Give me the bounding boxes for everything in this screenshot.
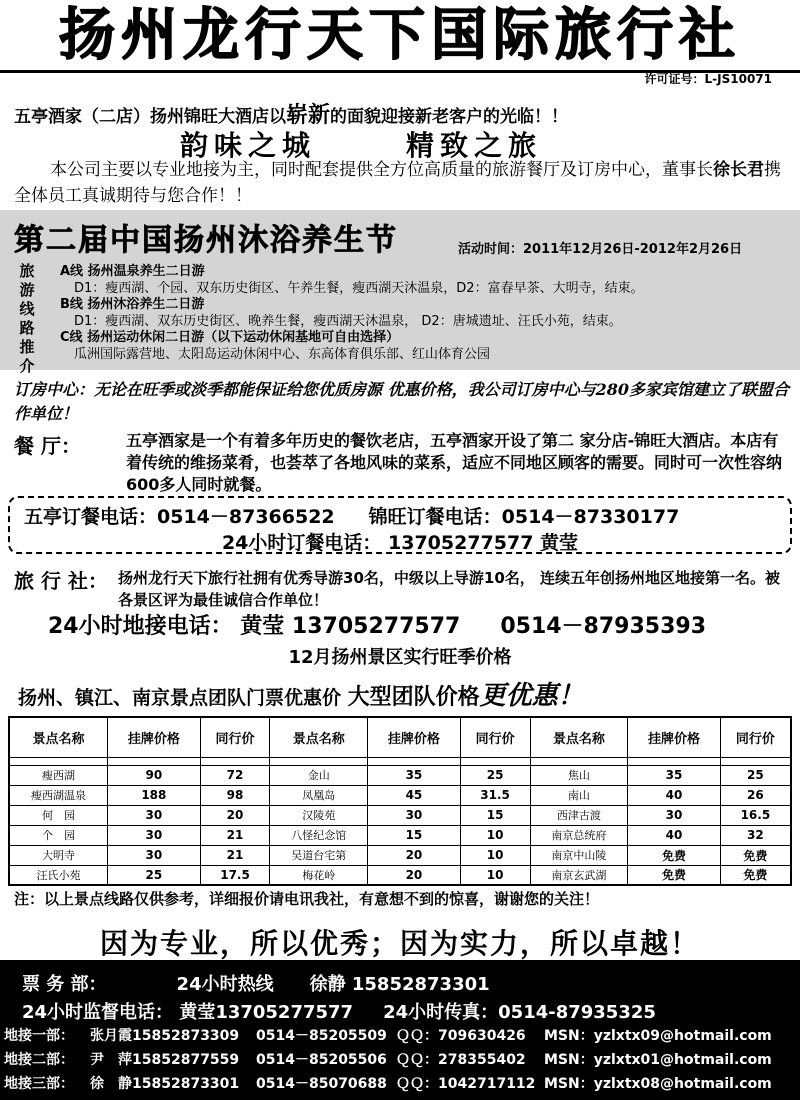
- intro-text-a: 本公司主要以专业地接为主，同时配套提供全方位高质量的旅游餐厅及订房中心，董事长: [50, 160, 713, 180]
- table-cell: 南山: [530, 785, 628, 805]
- note-text: 注：以上景点线路仅供参考，详细报价请电讯我社，有意想不到的惊喜，谢谢您的关注！: [14, 890, 600, 908]
- branch-qq: ＱＱ：1042717112: [396, 1076, 536, 1092]
- table-header: 挂牌价格: [368, 717, 461, 757]
- table-header: 景点名称: [9, 717, 108, 757]
- supervise-line: [22, 998, 656, 1024]
- table-cell: 金山: [270, 765, 368, 785]
- table-cell: 25: [720, 765, 791, 785]
- table-cell: 32: [720, 825, 791, 845]
- table-cell: 17.5: [200, 865, 270, 885]
- festival-time: 活动时间：2011年12月26日-2012年2月26日: [458, 242, 743, 257]
- table-cell: 何 园: [9, 805, 108, 825]
- table-cell: 吴道台宅第: [270, 845, 368, 865]
- table-cell: 31.5: [460, 785, 530, 805]
- travel-text: 扬州龙行天下旅行社拥有优秀导游30名，中级以上导游10名， 连续五年创扬州地区地接第一名。被各景区评为最佳诚信合作单位！: [118, 569, 780, 609]
- table-cell: 16.5: [720, 805, 791, 825]
- table-cell: 20: [368, 845, 461, 865]
- branch-name: 地接一部：: [4, 1028, 74, 1044]
- table-row: [9, 765, 791, 785]
- table-cell: 21: [200, 825, 270, 845]
- table-cell: 凤凰岛: [270, 785, 368, 805]
- branch-qq: ＱＱ：709630426: [396, 1028, 526, 1044]
- table-cell: 21: [200, 845, 270, 865]
- table-header: 同行价: [200, 717, 270, 757]
- table-spacer: [9, 757, 791, 765]
- branch-row: [4, 1072, 798, 1096]
- table-row: [9, 845, 791, 865]
- promo-line: [18, 675, 584, 712]
- welcome-slogan-c: 的面貌迎接新老客户的光临！！: [330, 107, 569, 127]
- route-b-head: B线 扬州沐浴养生二日游: [60, 297, 205, 312]
- table-cell: 30: [108, 805, 201, 825]
- hotline-a: 24小时地接电话： 黄莹 13705277577: [48, 614, 461, 639]
- route-c-detail: 瓜洲国际露营地、太阳岛运动休闲中心、东高体育俱乐部、红山体育公园: [74, 346, 491, 362]
- table-row: [9, 825, 791, 845]
- table-cell: 汉陵苑: [270, 805, 368, 825]
- table-cell: 免费: [628, 865, 721, 885]
- table-cell: 西津古渡: [530, 805, 628, 825]
- table-cell: 35: [628, 765, 721, 785]
- branch-name: 地接三部：: [4, 1076, 74, 1092]
- table-cell: 15: [368, 825, 461, 845]
- branch-person: 尹 萍15852877559: [90, 1052, 240, 1068]
- restaurant-text: 五亭酒家是一个有着多年历史的餐饮老店，五亭酒家开设了第二 家分店-锦旺大酒店。本店有着传统的维扬菜肴，也荟萃了各地风味的菜系，适应不同地区顾客的需要。同时可一次性容纳600多人同时就餐。: [126, 431, 783, 494]
- table-cell: 30: [108, 825, 201, 845]
- branch-qq: ＱＱ：278355402: [396, 1052, 526, 1068]
- table-cell: 90: [108, 765, 201, 785]
- table-cell: 25: [460, 765, 530, 785]
- table-cell: 10: [460, 845, 530, 865]
- table-cell: 南京总统府: [530, 825, 628, 845]
- branch-person: 张月霞15852873309: [90, 1028, 240, 1044]
- branch-row: [4, 1024, 798, 1048]
- hotline-b: 0514－87935393: [500, 614, 707, 639]
- table-cell: 15: [460, 805, 530, 825]
- table-header: 同行价: [720, 717, 791, 757]
- table-header-row: [9, 717, 791, 757]
- table-cell: 188: [108, 785, 201, 805]
- table-cell: 10: [460, 825, 530, 845]
- route-vertical-label: 旅游线路推介: [19, 262, 35, 375]
- price-table-body: [9, 757, 791, 885]
- branch-tel: 0514－85070688: [256, 1076, 387, 1092]
- festival-title: 第二届中国扬州沐浴养生节: [14, 223, 398, 258]
- table-cell: 瘦西湖温泉: [9, 785, 108, 805]
- branch-tel: 0514－85205509: [256, 1028, 387, 1044]
- route-b-detail: D1：瘦西湖、双东历史街区、晚养生餐，瘦西湖天沐温泉， D2：唐城遗址、汪氏小苑，结束。: [74, 313, 622, 329]
- travel-label: 旅 行 社：: [14, 569, 108, 593]
- table-cell: 八怪纪念馆: [270, 825, 368, 845]
- route-a-head: A线 扬州温泉养生二日游: [60, 264, 205, 279]
- slogan-left: 韵味之城: [180, 129, 317, 162]
- table-cell: 大明寺: [9, 845, 108, 865]
- promo-b: 大型团队价格: [347, 685, 480, 710]
- table-cell: 40: [628, 825, 721, 845]
- table-cell: 40: [628, 785, 721, 805]
- chairman-name: 徐长君: [713, 160, 764, 180]
- jinwang-phone: 锦旺订餐电话：0514－87330177: [368, 506, 680, 528]
- motto: 因为专业，所以优秀；因为实力，所以卓越！: [99, 927, 700, 960]
- promo-a: 扬州、镇江、南京景点团队门票优惠价: [18, 687, 342, 709]
- table-row: [9, 785, 791, 805]
- table-cell: 瘦西湖: [9, 765, 108, 785]
- intro-text-b: 携全体员工真诚期待与您合作！！: [14, 160, 781, 206]
- restaurant-label: 餐 厅：: [14, 434, 81, 458]
- branch-msn: MSN：yzlxtx08@hotmail.com: [544, 1076, 772, 1092]
- route-list: [60, 264, 795, 363]
- table-row: [9, 805, 791, 825]
- table-cell: 45: [368, 785, 461, 805]
- page-title: 扬州龙行天下国际旅行社: [59, 2, 741, 68]
- table-cell: 26: [720, 785, 791, 805]
- table-header: 挂牌价格: [628, 717, 721, 757]
- welcome-slogan-a: 五亭酒家（二店）扬州锦旺大酒店以: [14, 107, 286, 127]
- branch-msn: MSN：yzlxtx09@hotmail.com: [544, 1028, 772, 1044]
- table-cell: 10: [460, 865, 530, 885]
- supervise-phone: 24小时监督电话： 黄莹13705277577: [22, 1002, 354, 1023]
- table-cell: 30: [108, 845, 201, 865]
- price-table: [8, 716, 792, 886]
- table-cell: 25: [108, 865, 201, 885]
- restaurant-phones: [24, 502, 679, 529]
- ticket-label: 票 务 部：: [22, 974, 107, 995]
- table-cell: 20: [200, 805, 270, 825]
- h24-phone: 24小时订餐电话： 13705277577 黄莹: [221, 532, 579, 554]
- travel-hotline: [48, 609, 706, 640]
- booking-center: 订房中心：无论在旺季或淡季都能保证给您优质房源 优惠价格，我公司订房中心与280多家宾馆建立了联盟合作单位！: [14, 380, 789, 423]
- table-cell: 南京玄武湖: [530, 865, 628, 885]
- welcome-slogan-b: 崭新: [286, 103, 331, 128]
- table-cell: 35: [368, 765, 461, 785]
- table-header: 同行价: [460, 717, 530, 757]
- table-cell: 30: [368, 805, 461, 825]
- route-c-head: C线 扬州运动休闲二日游（以下运动休闲基地可自由选择）: [60, 330, 400, 345]
- table-cell: 免费: [628, 845, 721, 865]
- branch-name: 地接二部：: [4, 1052, 74, 1068]
- table-cell: 梅花岭: [270, 865, 368, 885]
- ticket-line: [22, 970, 490, 996]
- company-intro: [14, 157, 794, 209]
- table-cell: 个 园: [9, 825, 108, 845]
- table-cell: 98: [200, 785, 270, 805]
- fax-number: 24小时传真：0514-87935325: [383, 1002, 656, 1023]
- table-row: [9, 865, 791, 885]
- wuting-phone: 五亭订餐电话：0514－87366522: [24, 506, 335, 528]
- branch-row: [4, 1048, 798, 1072]
- promo-c: 更优惠！: [479, 681, 584, 711]
- season-heading: 12月扬州景区实行旺季价格: [288, 647, 512, 668]
- license-number: 许可证号：L-JS10071: [644, 72, 772, 86]
- table-header: 挂牌价格: [108, 717, 201, 757]
- ticket-contact: 徐静 15852873301: [309, 974, 490, 995]
- table-cell: 免费: [720, 865, 791, 885]
- branch-tel: 0514－85205506: [256, 1052, 387, 1068]
- branch-person: 徐 静15852873301: [90, 1076, 240, 1092]
- table-cell: 免费: [720, 845, 791, 865]
- route-a-detail: D1：瘦西湖、个园、双东历史街区、午养生餐，瘦西湖天沐温泉，D2：富春早茶、大明寺，结束。: [74, 280, 644, 296]
- table-cell: 72: [200, 765, 270, 785]
- slogan-right: 精致之旅: [406, 129, 543, 162]
- table-cell: 汪氏小苑: [9, 865, 108, 885]
- table-cell: 南京中山陵: [530, 845, 628, 865]
- ticket-hotline: 24小时热线: [176, 974, 274, 995]
- table-cell: 焦山: [530, 765, 628, 785]
- table-cell: 30: [628, 805, 721, 825]
- table-cell: 20: [368, 865, 461, 885]
- table-header: 景点名称: [530, 717, 628, 757]
- branch-msn: MSN：yzlxtx01@hotmail.com: [544, 1052, 772, 1068]
- table-header: 景点名称: [270, 717, 368, 757]
